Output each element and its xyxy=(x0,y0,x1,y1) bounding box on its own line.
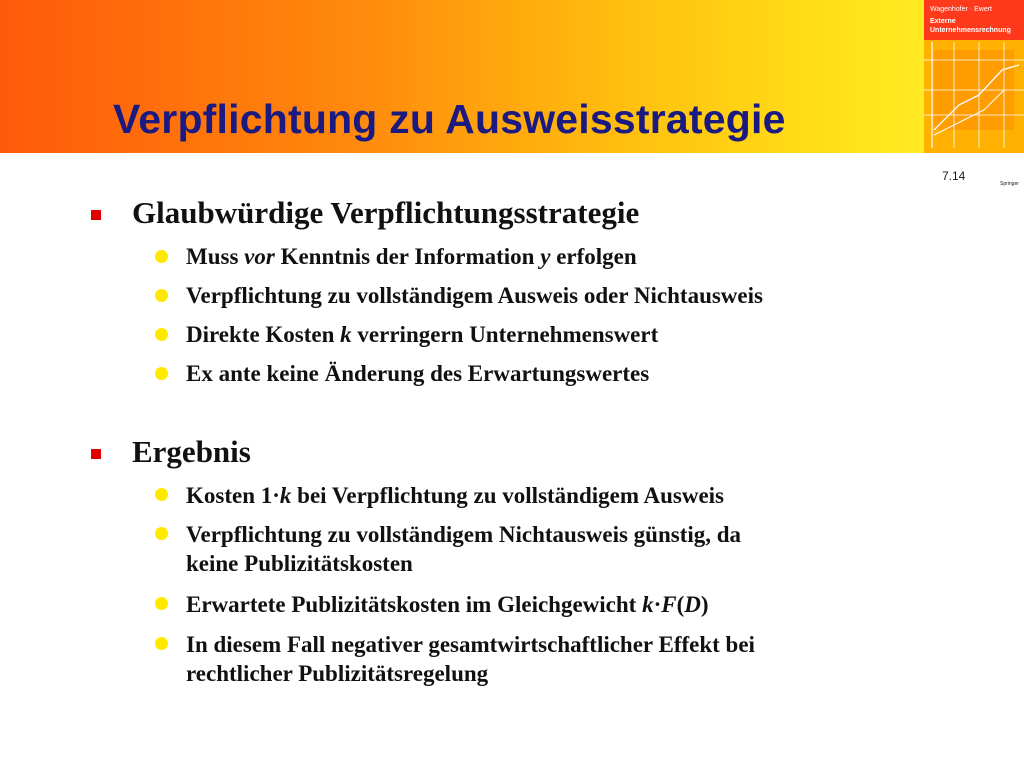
round-bullet xyxy=(155,597,168,610)
page-number: 7.14 xyxy=(942,169,966,183)
text-run-italic: D xyxy=(684,592,701,617)
text-line: rechtlicher Publizitätsregelung xyxy=(186,661,489,686)
round-bullet xyxy=(155,250,168,263)
book-cover-thumbnail xyxy=(924,0,1024,187)
text-run: Kenntnis der Information xyxy=(274,244,541,269)
book-title xyxy=(930,17,1011,35)
square-bullet xyxy=(91,449,101,459)
publisher-logo: Springer xyxy=(1000,181,1019,187)
text-run-italic: k xyxy=(642,592,654,617)
text-run: Muss xyxy=(186,244,245,269)
round-bullet xyxy=(155,488,168,501)
round-bullet xyxy=(155,367,168,380)
bullet-item xyxy=(186,630,755,688)
section-heading-result: Ergebnis xyxy=(132,434,251,469)
book-title-line1: Externe xyxy=(930,18,956,25)
text-run-italic: k xyxy=(340,322,352,347)
text-run: verringern Unternehmenswert xyxy=(351,322,659,347)
text-run-italic: vor xyxy=(244,244,275,269)
text-line: In diesem Fall negativer gesamtwirtschaftlicher Effekt bei xyxy=(186,632,755,657)
text-run: erfolgen xyxy=(550,244,637,269)
text-line: Verpflichtung zu vollständigem Nichtausweis günstig, da xyxy=(186,522,742,547)
text-run-italic: y xyxy=(540,244,551,269)
text-run: ( xyxy=(676,592,685,617)
bullet-item: Verpflichtung zu vollständigem Ausweis oder Nichtausweis xyxy=(186,283,763,308)
header-banner xyxy=(0,0,1024,187)
section-heading-commitment: Glaubwürdige Verpflichtungsstrategie xyxy=(132,195,640,230)
round-bullet xyxy=(155,289,168,302)
text-run: Erwartete Publizitätskosten im Gleichgewicht xyxy=(186,592,643,617)
text-run: bei Verpflichtung zu vollständigem Ausweis xyxy=(291,483,725,508)
text-run-italic: F xyxy=(661,592,677,617)
book-cover-art xyxy=(924,40,1024,187)
multiplication-dot: · xyxy=(272,483,280,508)
round-bullet xyxy=(155,637,168,650)
text-line: keine Publizitätskosten xyxy=(186,551,413,576)
bullet-item xyxy=(186,520,741,578)
bullet-item: Ex ante keine Änderung des Erwartungswertes xyxy=(186,361,650,386)
multiplication-dot: · xyxy=(653,592,662,617)
book-author: Wagenhofer · Ewert xyxy=(930,6,992,13)
text-run: Direkte Kosten xyxy=(186,322,341,347)
bullet-item xyxy=(186,242,637,271)
slide-title: Verpflichtung zu Ausweisstrategie xyxy=(113,96,786,142)
bullet-item xyxy=(186,320,658,349)
text-run-italic: k xyxy=(279,483,292,508)
book-cover-band xyxy=(924,0,1024,40)
round-bullet xyxy=(155,527,168,540)
text-run: ) xyxy=(700,592,709,617)
book-cover-graphic xyxy=(924,40,1024,153)
book-title-line2: Unternehmensrechnung xyxy=(930,27,1011,34)
bullet-item xyxy=(186,590,709,619)
bullet-item xyxy=(186,481,724,510)
round-bullet xyxy=(155,328,168,341)
square-bullet xyxy=(91,210,101,220)
text-run: Kosten 1 xyxy=(186,483,273,508)
